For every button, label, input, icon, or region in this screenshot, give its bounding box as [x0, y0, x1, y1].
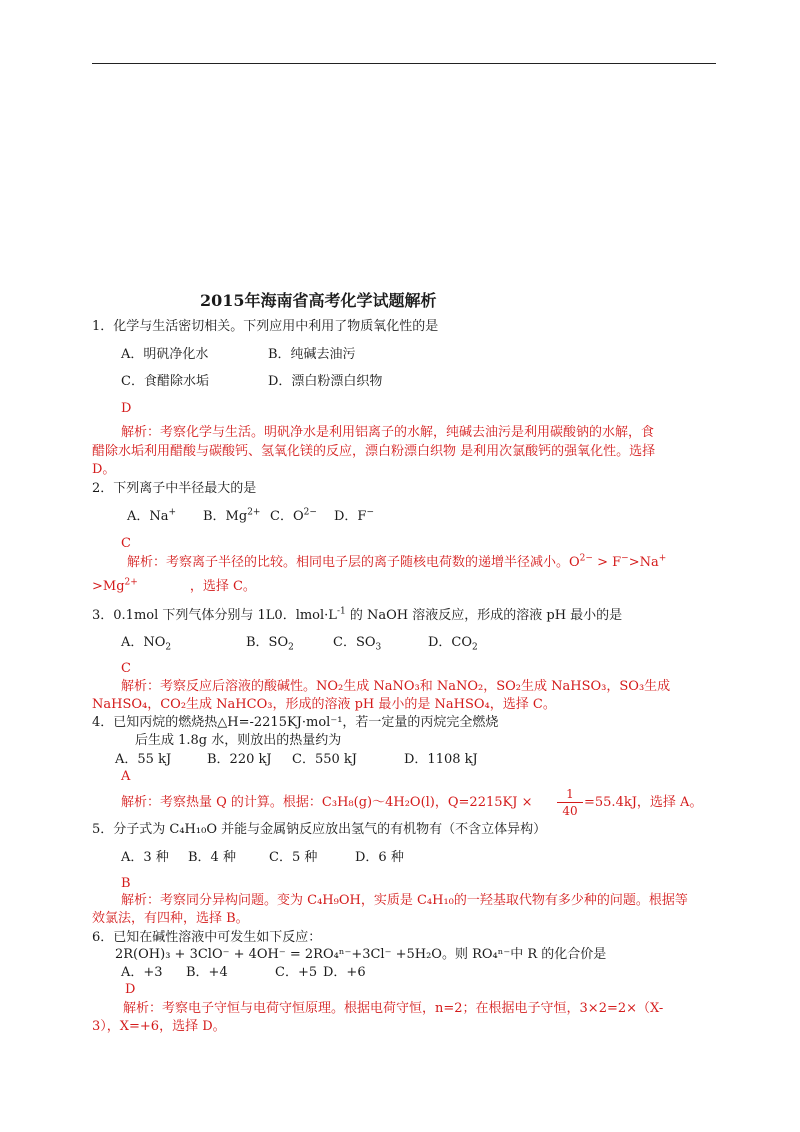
- q1-explanation-line2: 醋除水垢利用醋酸与碳酸钙、氢氧化镁的反应，漂白粉漂白织物 是利用次氯酸钙的强氧化性。选择: [92, 444, 656, 459]
- q4-option-d: D．1108 kJ: [404, 752, 478, 767]
- q6-answer: D: [125, 982, 136, 997]
- q4-stem-line2: 后生成 1.8g 水，则放出的热量约为: [135, 733, 342, 748]
- document-title: 2015年海南省高考化学试题解析: [200, 291, 437, 310]
- q5-answer: B: [121, 876, 131, 891]
- q2-option-a: A．Na+: [127, 507, 177, 524]
- q3-explanation-line2: NaHSO₄，CO₂生成 NaHCO₃，形成的溶液 pH 最小的是 NaHSO₄，选择 C。: [92, 697, 556, 712]
- q5-option-c: C．5 种: [269, 850, 318, 865]
- q2-option-b: B．$Mg^{2+}$: [203, 507, 261, 524]
- q1-option-c: C．食醋除水垢: [121, 374, 209, 389]
- q4-option-a: A．55 kJ: [115, 752, 172, 767]
- q5-explanation-line2: 效氯法，有四种，选择 B。: [92, 911, 249, 926]
- q6-option-d: D．+6: [323, 965, 366, 980]
- q3-option-a: A．$NO_2$: [121, 635, 172, 653]
- q2-explanation-line2: $>Mg^{2+}$ ，选择 C。: [92, 577, 256, 594]
- header-rule: [92, 63, 716, 64]
- q1-explanation-line3: D。: [92, 462, 116, 477]
- q4-fraction-numerator: 1: [566, 787, 574, 801]
- q1-option-d: D．漂白粉漂白织物: [268, 374, 383, 389]
- q3-option-c: C．$SO_3$: [333, 635, 382, 653]
- q5-option-a: A．3 种: [121, 850, 169, 865]
- q4-answer: A: [121, 769, 131, 784]
- q2-option-d: D．F−: [334, 507, 374, 524]
- q5-stem: 5．分子式为 C₄H₁₀O 并能与金属钠反应放出氢气的有机物有（不含立体异构）: [92, 822, 547, 837]
- q5-explanation-line1: 解析：考察同分异构问题。变为 C₄H₉OH，实质是 C₄H₁₀的一羟基取代物有多少种的问题。根据等: [121, 893, 688, 908]
- q6-option-b: B．+4: [186, 965, 228, 980]
- q6-option-c: C．+5: [275, 965, 318, 980]
- q6-option-a: A．+3: [121, 965, 163, 980]
- q2-stem: 2．下列离子中半径最大的是: [92, 481, 257, 496]
- q2-answer: C: [121, 536, 131, 551]
- q6-stem: 6．已知在碱性溶液中可发生如下反应：: [92, 930, 322, 945]
- q1-answer: D: [121, 401, 132, 416]
- q4-explanation-a: 解析：考察热量 Q 的计算。根据：C₃H₈(g)～4H₂O(l)，Q=2215KJ ×: [121, 795, 533, 810]
- q4-option-c: C．550 kJ: [292, 752, 357, 767]
- q1-explanation-line1: 解析：考察化学与生活。明矾净水是利用铝离子的水解，纯碱去油污是利用碳酸钠的水解，食: [121, 425, 655, 440]
- q5-option-b: B．4 种: [188, 850, 236, 865]
- q3-answer: C: [121, 661, 131, 676]
- q4-fraction: [557, 788, 583, 817]
- q3-stem: 3．0.1mol 下列气体分别与 1L0．$lmol\cdot L^{-1}$ 的 NaOH 溶液反应，形成的溶液 pH 最小的是: [92, 606, 623, 623]
- q4-option-b: B．220 kJ: [207, 752, 272, 767]
- q4-stem-line1: 4．已知丙烷的燃烧热△H=-2215KJ·mol⁻¹，若一定量的丙烷完全燃烧: [92, 715, 499, 730]
- q1-stem: 1．化学与生活密切相关。下列应用中利用了物质氧化性的是: [92, 319, 439, 334]
- q4-explanation-b: =55.4kJ，选择 A。: [584, 795, 703, 810]
- q6-explanation-line2: 3），X=+6，选择 D。: [92, 1019, 226, 1034]
- q1-option-a: A．明矾净化水: [121, 347, 209, 362]
- q5-option-d: D．6 种: [355, 850, 404, 865]
- q3-option-b: B．$SO_2$: [246, 635, 294, 653]
- q6-equation: 2R(OH)₃ + 3ClO⁻ + 4OH⁻ = 2RO₄ⁿ⁻+3Cl⁻ +5H₂O。则 RO₄ⁿ⁻中 R 的化合价是: [115, 947, 607, 962]
- q2-option-c: C．$O^{2-}$: [270, 507, 317, 524]
- q2-explanation-line1: 解析：考察离子半径的比较。相同电子层的离子随核电荷数的递增半径减小。$O^{2-} > F^->Na^+$: [127, 553, 667, 570]
- q3-explanation-line1: 解析：考察反应后溶液的酸碱性。NO₂生成 NaNO₃和 NaNO₂，SO₂生成 NaHSO₃，SO₃生成: [121, 679, 671, 694]
- q4-fraction-bar: [557, 802, 583, 803]
- q1-option-b: B．纯碱去油污: [268, 347, 356, 362]
- q4-fraction-denominator: 40: [562, 804, 578, 818]
- q3-option-d: D．$CO_2$: [428, 635, 478, 653]
- q6-explanation-line1: 解析：考察电子守恒与电荷守恒原理。根据电荷守恒，n=2；在根据电子守恒，3×2=2×（X-: [123, 1001, 664, 1016]
